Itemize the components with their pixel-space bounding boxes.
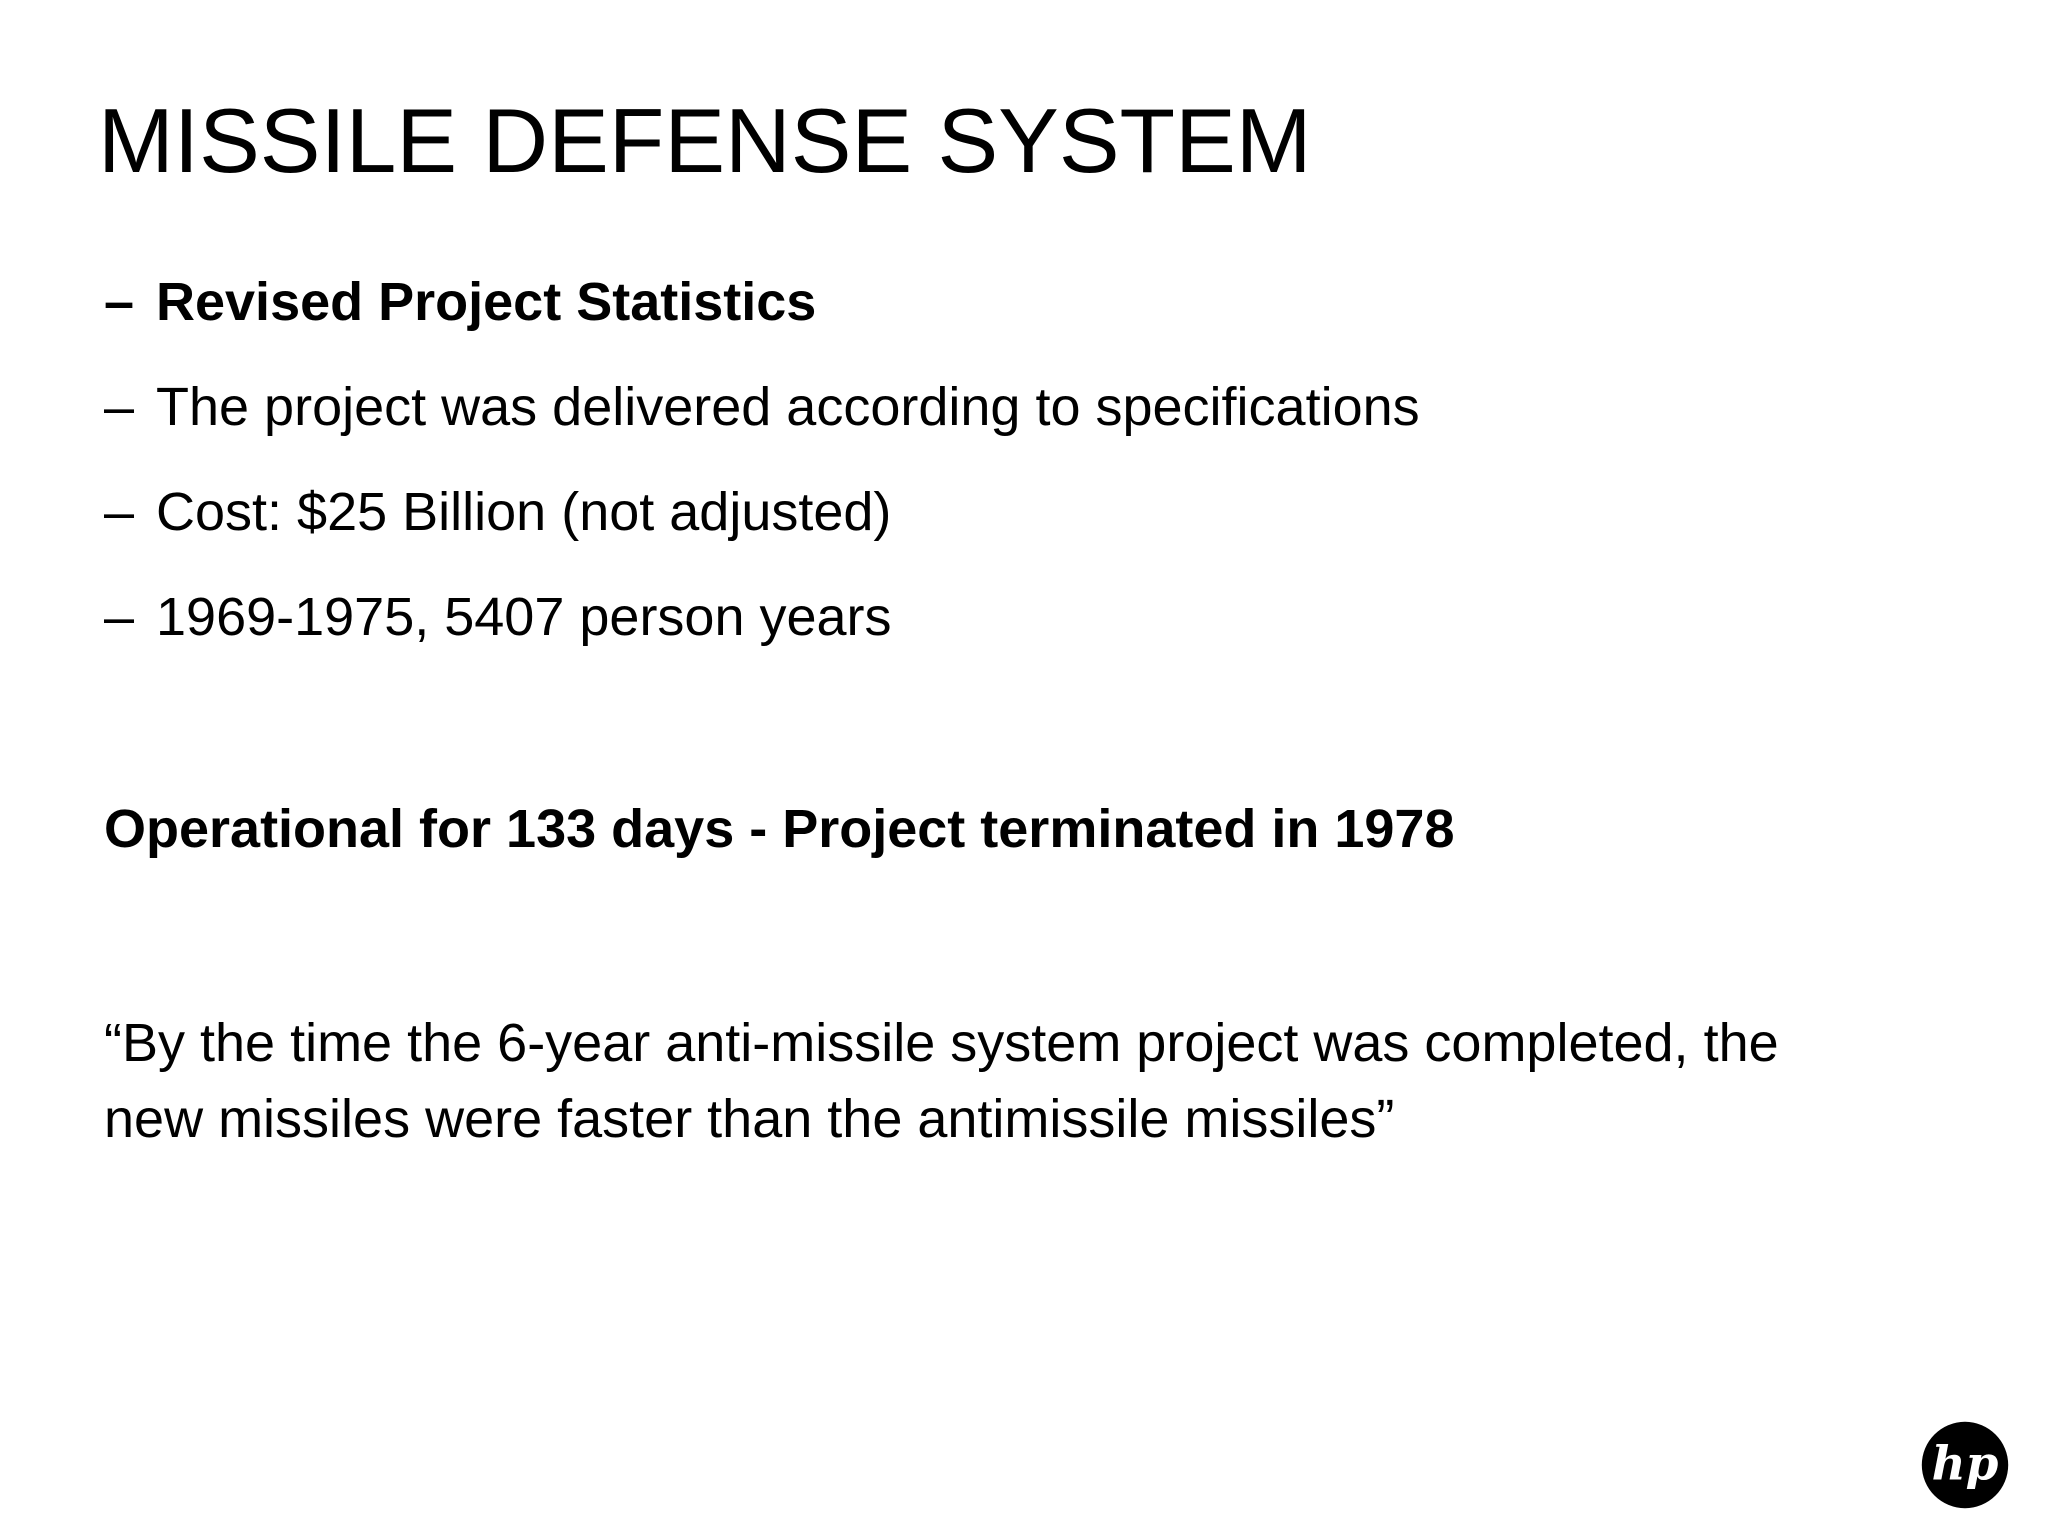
quote [104,1005,2006,1157]
bullet-dash: – [104,587,135,647]
bullet-item-cost [104,480,1420,585]
bullet-text: The project was delivered according to specifications [156,377,1420,437]
quote-line-2: new missiles were faster than the antimissile missiles” [104,1089,1395,1149]
hp-logo-icon [1920,1420,2010,1510]
operational-note: Operational for 133 days - Project terminated in 1978 [104,799,1455,859]
bullet-dash: – [104,377,135,437]
bullet-item-revised-statistics [104,270,1420,375]
bullet-text: Cost: $25 Billion (not adjusted) [156,482,892,542]
quote-line-1: “By the time the 6-year anti-missile system project was completed, the [104,1013,1779,1073]
bullet-text: 1969-1975, 5407 person years [156,587,892,647]
bullet-dash: – [104,272,135,332]
bullet-list [104,270,1420,690]
slide-title: MISSILE DEFENSE SYSTEM [98,91,1312,192]
bullet-item-delivered [104,375,1420,480]
bullet-dash: – [104,482,135,542]
bullet-text: Revised Project Statistics [156,272,817,332]
bullet-item-years [104,585,1420,690]
hp-logo-text: hp [1931,1436,1999,1492]
